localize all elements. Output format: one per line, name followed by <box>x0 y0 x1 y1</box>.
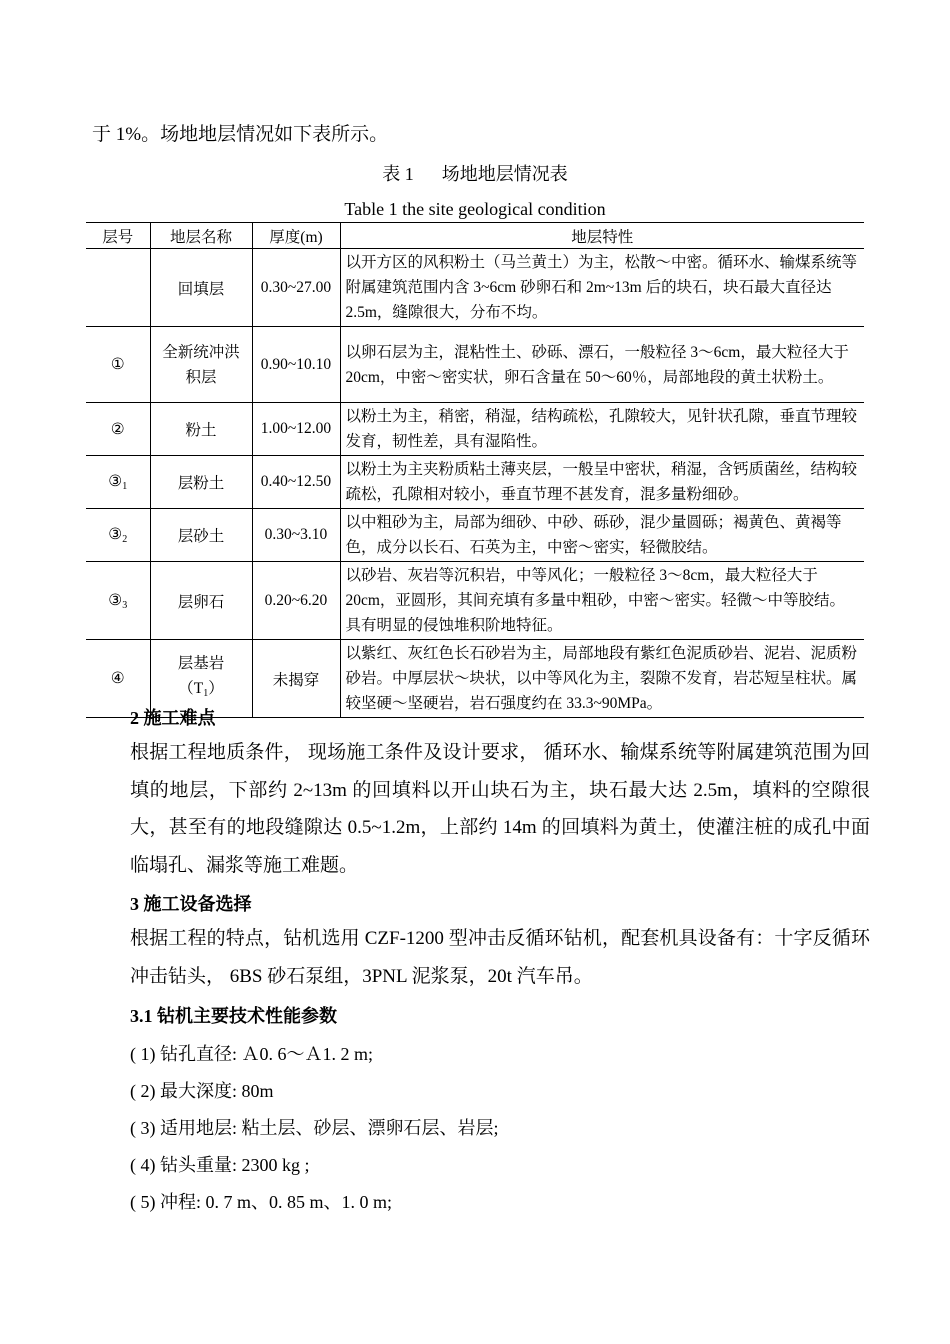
layer-properties: 以粉土为主夹粉质粘土薄夹层，一般呈中密状，稍湿，含钙质菌丝，结构较疏松，孔隙相对较小，垂直节理不甚发育，混多量粉细砂。 <box>340 456 864 509</box>
table-row <box>86 403 864 456</box>
layer-thickness: 1.00~12.00 <box>252 403 340 456</box>
table-row <box>86 249 864 327</box>
layer-no <box>86 249 150 327</box>
layer-properties: 以粉土为主，稍密，稍湿，结构疏松，孔隙较大，见针状孔隙，垂直节理较发育，韧性差，具有湿陷性。 <box>340 403 864 456</box>
section-heading-construction-difficulties: 2 施工难点 <box>130 708 216 728</box>
layer-thickness: 0.30~27.00 <box>252 249 340 327</box>
layer-properties: 以紫红、灰红色长石砂岩为主，局部地段有紫红色泥质砂岩、泥岩、泥质粉砂岩。中厚层状～块状，以中等风化为主，裂隙不发育，岩芯短呈柱状。属较坚硬～坚硬岩，岩石强度约在 33.3~90MPa。 <box>340 640 864 718</box>
intro-line: 于 1%。场地地层情况如下表所示。 <box>92 124 389 145</box>
geology-table <box>86 222 864 718</box>
table-caption-cn <box>0 160 950 186</box>
layer-thickness: 未揭穿 <box>252 640 340 718</box>
layer-no: $③_3$ <box>86 562 150 640</box>
table-caption-title: 场地地层情况表 <box>441 164 568 184</box>
table-header-row <box>86 223 864 249</box>
table-row <box>86 456 864 509</box>
table-caption-en: Table 1 the site geological condition <box>344 199 606 219</box>
layer-thickness: 0.20~6.20 <box>252 562 340 640</box>
layer-name: 回填层 <box>150 249 252 327</box>
header-layer-name: 地层名称 <box>150 223 252 249</box>
layer-name: 粉土 <box>150 403 252 456</box>
layer-no: $③_2$ <box>86 509 150 562</box>
header-layer-no: 层号 <box>86 223 150 249</box>
parameter-item: ( 2) 最大深度: 80m <box>130 1081 274 1101</box>
layer-properties: 以中粗砂为主，局部为细砂、中砂、砾砂，混少量圆砾；褐黄色、黄褐等色，成分以长石、石英为主，中密～密实，轻微胶结。 <box>340 509 864 562</box>
table-row <box>86 562 864 640</box>
layer-no: ④ <box>86 640 150 718</box>
layer-name: 层粉土 <box>150 456 252 509</box>
layer-no: ① <box>86 327 150 403</box>
header-properties: 地层特性 <box>340 223 864 249</box>
parameter-item: ( 3) 适用地层: 粘土层、砂层、漂卵石层、岩层; <box>130 1118 499 1138</box>
layer-properties: 以卵石层为主，混粘性土、砂砾、漂石，一般粒径 3～6cm，最大粒径大于 20cm，中密～密实状，卵石含量在 50～60％，局部地段的黄土状粉土。 <box>340 327 864 403</box>
table-row <box>86 327 864 403</box>
layer-name: 层基岩 $(T_1)$ <box>150 640 252 718</box>
section-heading-equipment-selection: 3 施工设备选择 <box>130 894 252 914</box>
layer-name: 层卵石 <box>150 562 252 640</box>
layer-properties: 以砂岩、灰岩等沉积岩，中等风化；一般粒径 3～8cm，最大粒径大于 20cm，亚圆形，其间充填有多量中粗砂，中密～密实。轻微～中等胶结。具有明显的侵蚀堆积阶地特征。 <box>340 562 864 640</box>
layer-name: 全新统冲洪 积层 <box>150 327 252 403</box>
parameter-item: ( 1) 钻孔直径: Ａ0. 6～Ａ1. 2 m; <box>130 1044 373 1064</box>
header-thickness: 厚度(m) <box>252 223 340 249</box>
layer-properties: 以开方区的风积粉土（马兰黄土）为主，松散～中密。循环水、输煤系统等附属建筑范围内含 3~6cm 砂卵石和 2m~13m 后的块石，块石最大直径达 2.5m，缝隙很大，分布不均。 <box>340 249 864 327</box>
section-body-construction-difficulties: 根据工程地质条件， 现场施工条件及设计要求， 循环水、输煤系统等附属建筑范围为回填的地层，下部约 2~13m 的回填料以开山块石为主，块石最大达 2.5m，填料的空隙很大，甚至有的地段缝隙达 0.5~1.2m，上部约 14m 的回填料为黄土，使灌注桩的成孔中面临塌孔、漏浆等施工难题。 <box>130 742 870 876</box>
layer-no: ② <box>86 403 150 456</box>
layer-thickness: 0.90~10.10 <box>252 327 340 403</box>
table-caption-number: 表 1 <box>382 164 414 184</box>
layer-no: $③_1$ <box>86 456 150 509</box>
layer-thickness: 0.40~12.50 <box>252 456 340 509</box>
section-body-equipment-selection: 根据工程的特点，钻机选用 CZF-1200 型冲击反循环钻机，配套机具设备有：十字反循环冲击钻头， 6BS 砂石泵组，3PNL 泥浆泵，20t 汽车吊。 <box>130 928 870 987</box>
section-heading-drill-parameters: 3.1 钻机主要技术性能参数 <box>130 1006 337 1026</box>
parameter-item: ( 4) 钻头重量: 2300 kg ; <box>130 1155 310 1175</box>
table-row <box>86 509 864 562</box>
layer-name: 层砂土 <box>150 509 252 562</box>
parameter-item: ( 5) 冲程: 0. 7 m、0. 85 m、1. 0 m; <box>130 1192 392 1212</box>
layer-thickness: 0.30~3.10 <box>252 509 340 562</box>
